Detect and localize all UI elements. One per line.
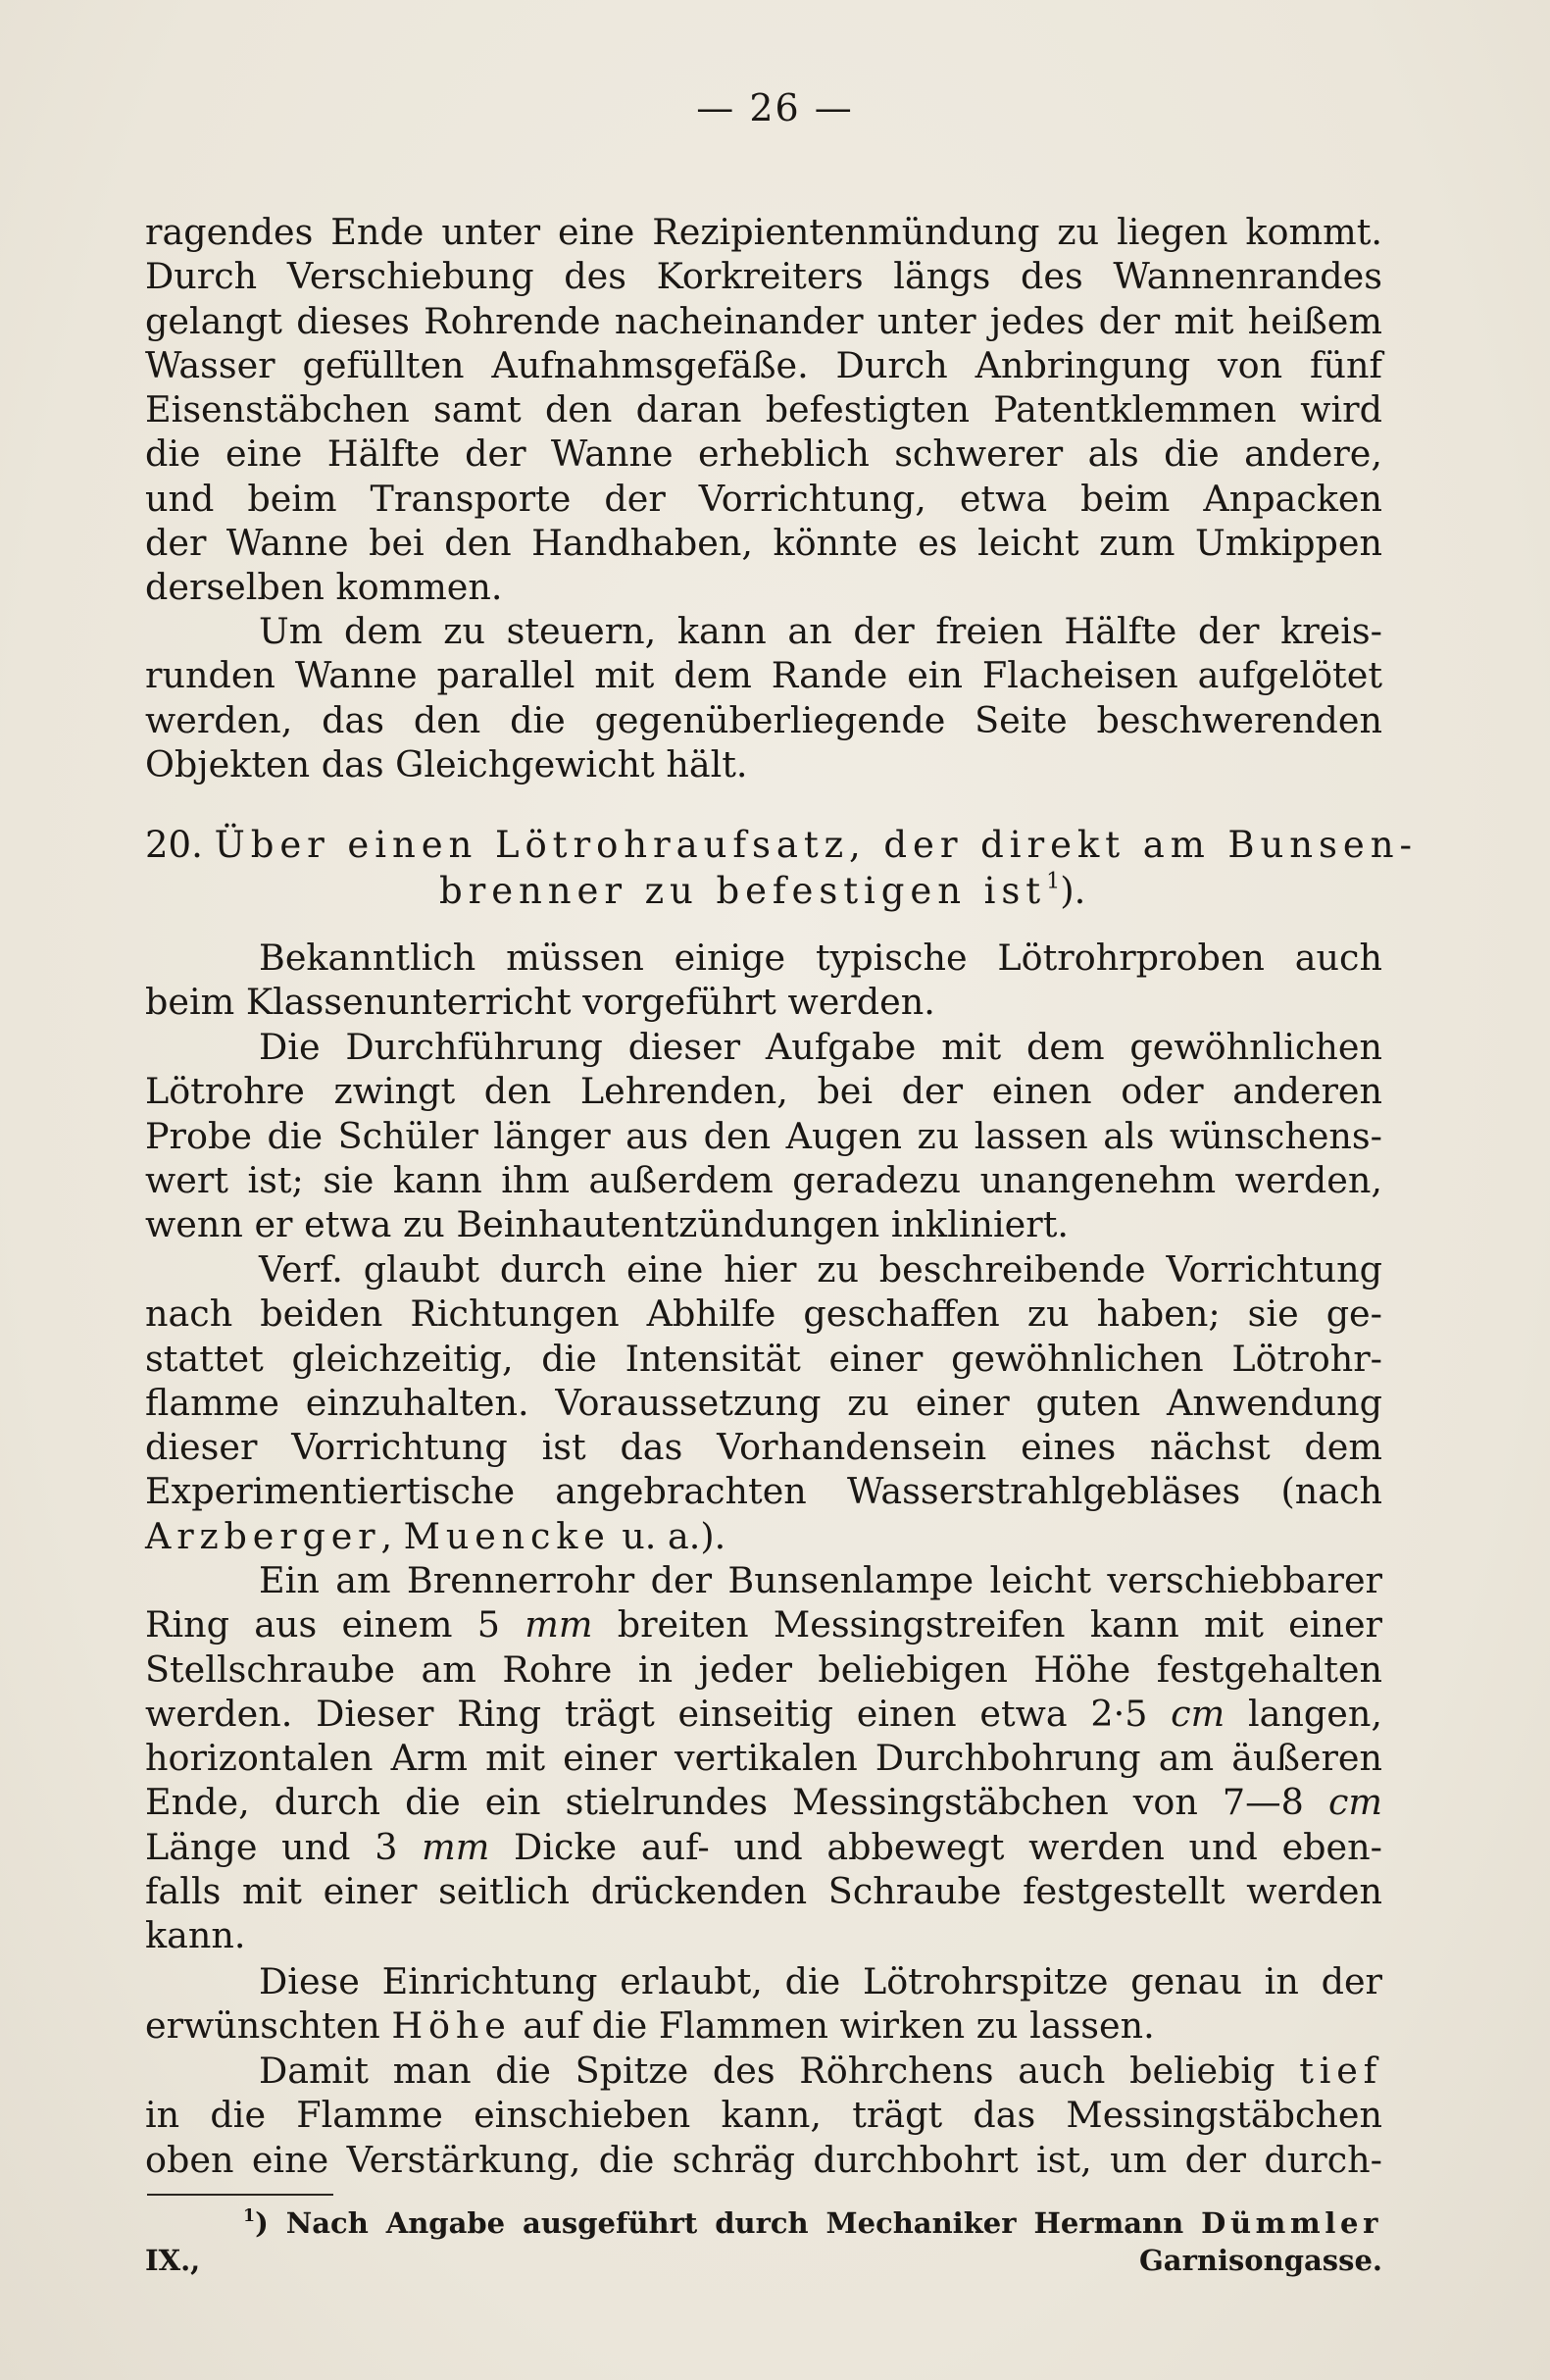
text-line: dieser Vorrichtung ist das Vorhandensein eines nächst dem <box>145 1426 1382 1469</box>
text-line: Experimentiertische angebrachten Wasserstrahlgebläses (nach <box>145 1470 1382 1513</box>
paragraph-einrichtung <box>145 1959 1382 2049</box>
unit-mm: mm <box>422 1825 490 1868</box>
text-line: Die Durchführung dieser Aufgabe mit dem gewöhnlichen <box>259 1026 1382 1068</box>
text-line: Diese Einrichtung erlaubt, die Lötrohrspitze genau in der <box>259 1960 1382 2002</box>
paragraph-verf <box>145 1247 1382 1558</box>
text-line: derselben kommen. <box>145 566 503 609</box>
person-name: Dümmler <box>1201 2206 1382 2240</box>
footnote-mark: 1 <box>243 2205 256 2226</box>
paragraph-steuern <box>145 609 1382 786</box>
text-line: Durch Verschiebung des Korkreiters längs des Wannenrandes <box>145 255 1382 298</box>
paragraph-ring <box>145 1558 1382 1958</box>
footnote-line <box>145 2204 1382 2242</box>
footnote-line: IX., Garnisongasse. <box>145 2244 1382 2277</box>
text-line: nach beiden Richtungen Abhilfe geschaffen zu haben; sie ge- <box>145 1292 1382 1336</box>
text-fragment: langen, <box>1225 1692 1382 1735</box>
text-fragment: u. a.). <box>610 1514 726 1557</box>
text-line <box>145 2003 1382 2048</box>
footnote <box>145 2204 1382 2279</box>
footnote-divider <box>147 2194 333 2196</box>
author-name: Muencke <box>403 1514 611 1557</box>
text-line <box>145 1692 1382 1736</box>
text-line: stattet gleichzeitig, die Intensität einer gewöhnlichen Lötrohr- <box>145 1337 1382 1380</box>
text-line: wert ist; sie kann ihm außerdem geradezu unangenehm werden, <box>145 1158 1382 1201</box>
heading-line <box>145 822 1418 868</box>
text-line: Ein am Brennerrohr der Bunsenlampe leicht verschiebbarer <box>259 1559 1382 1601</box>
text-line: Um dem zu steuern, kann an der freien Hälfte der kreis- <box>259 610 1382 652</box>
heading-title-part: brenner zu befestigen ist <box>439 870 1047 912</box>
unit-cm: cm <box>1171 1692 1225 1735</box>
text-line: Lötrohre zwingt den Lehrenden, bei der einen oder anderen <box>145 1070 1382 1113</box>
emphasized-word: Höhe <box>391 2004 512 2048</box>
text-fragment: Ende, durch die ein stielrundes Messingstäbchen von 7—8 <box>145 1781 1328 1824</box>
emphasized-word: tief <box>1299 2050 1382 2092</box>
paragraph-continuation <box>145 210 1382 610</box>
text-fragment: Dicke auf- und abbewegt werden und eben- <box>489 1825 1382 1868</box>
text-line: und beim Transporte der Vorrichtung, etwa beim Anpacken <box>145 477 1382 520</box>
text-line: Stellschraube am Rohre in jeder beliebigen Höhe festgehalten <box>145 1647 1382 1691</box>
unit-mm: mm <box>525 1603 593 1646</box>
text-fragment: ) Nach Angabe ausgeführt durch Mechaniker Hermann <box>255 2206 1202 2240</box>
heading-closing: ). <box>1060 870 1086 912</box>
footnote-reference: 1 <box>1046 868 1061 894</box>
text-line: flamme einzuhalten. Voraussetzung zu einer guten Anwendung <box>145 1381 1382 1424</box>
text-line: die eine Hälfte der Wanne erheblich schwerer als die andere, <box>145 432 1382 476</box>
text-line: der Wanne bei den Handhaben, könnte es leicht zum Umkippen <box>145 522 1382 565</box>
unit-cm: cm <box>1327 1781 1382 1824</box>
text-line: Eisenstäbchen samt den daran befestigten Patentklemmen wird <box>145 388 1382 431</box>
heading-title-part: Über einen Lötrohraufsatz, der direkt am Bunsen- <box>214 824 1418 866</box>
text-line: oben eine Verstärkung, die schräg durchbohrt ist, um der durch- <box>145 2138 1382 2181</box>
text-line <box>145 1602 1382 1646</box>
paragraph-damit <box>145 2049 1382 2182</box>
text-fragment: auf die Flammen wirken zu lassen. <box>511 2004 1155 2048</box>
paragraph-bekanntlich <box>145 936 1382 1025</box>
text-fragment: Damit man die Spitze des Röhrchens auch beliebig <box>259 2050 1300 2092</box>
section-number: 20. <box>145 824 203 866</box>
text-line: ragendes Ende unter eine Rezipientenmündung zu liegen kommt. <box>145 211 1382 253</box>
text-line: beim Klassenunterricht vorgeführt werden. <box>145 981 935 1024</box>
text-line: Wasser gefüllten Aufnahmsgefäße. Durch Anbringung von fünf <box>145 343 1382 386</box>
text-line: falls mit einer seitlich drückenden Schraube festgestellt werden <box>145 1870 1382 1913</box>
text-line: gelangt dieses Rohrende nacheinander unter jedes der mit heißem <box>145 299 1382 342</box>
section-heading <box>145 822 1418 914</box>
text-line <box>145 1514 1382 1558</box>
text-line: in die Flamme einschieben kann, trägt das Messingstäbchen <box>145 2094 1382 2137</box>
text-line: Verf. glaubt durch eine hier zu beschreibende Vorrichtung <box>259 1248 1382 1291</box>
text-fragment: Ring aus einem 5 <box>145 1603 525 1646</box>
text-line: Probe die Schüler länger aus den Augen zu lassen als wünschens- <box>145 1114 1382 1157</box>
page-number: — 26 — <box>696 86 854 129</box>
text-line <box>145 1780 1382 1824</box>
text-fragment: Länge und 3 <box>145 1825 423 1868</box>
text-fragment: werden. Dieser Ring trägt einseitig einen etwa 2·5 <box>145 1692 1172 1735</box>
text-fragment: erwünschten <box>145 2004 392 2048</box>
heading-line <box>145 868 1382 914</box>
text-line: Objekten das Gleichgewicht hält. <box>145 742 748 785</box>
text-line: horizontalen Arm mit einer vertikalen Durchbohrung am äußeren <box>145 1737 1382 1780</box>
author-name: Arzberger <box>145 1514 381 1557</box>
text-line <box>145 2049 1382 2093</box>
text-line: werden, das den die gegenüberliegende Seite beschwerenden <box>145 698 1382 741</box>
separator: , <box>380 1514 404 1557</box>
paragraph-durchfuehrung <box>145 1025 1382 1246</box>
text-line: kann. <box>145 1914 246 1957</box>
text-line <box>145 1825 1382 1869</box>
text-line: Bekanntlich müssen einige typische Lötrohrproben auch <box>259 937 1382 979</box>
text-line: runden Wanne parallel mit dem Rande ein Flacheisen aufgelötet <box>145 654 1382 697</box>
text-fragment: breiten Messingstreifen kann mit einer <box>592 1603 1382 1646</box>
text-line: wenn er etwa zu Beinhautentzündungen inkliniert. <box>145 1203 1069 1246</box>
